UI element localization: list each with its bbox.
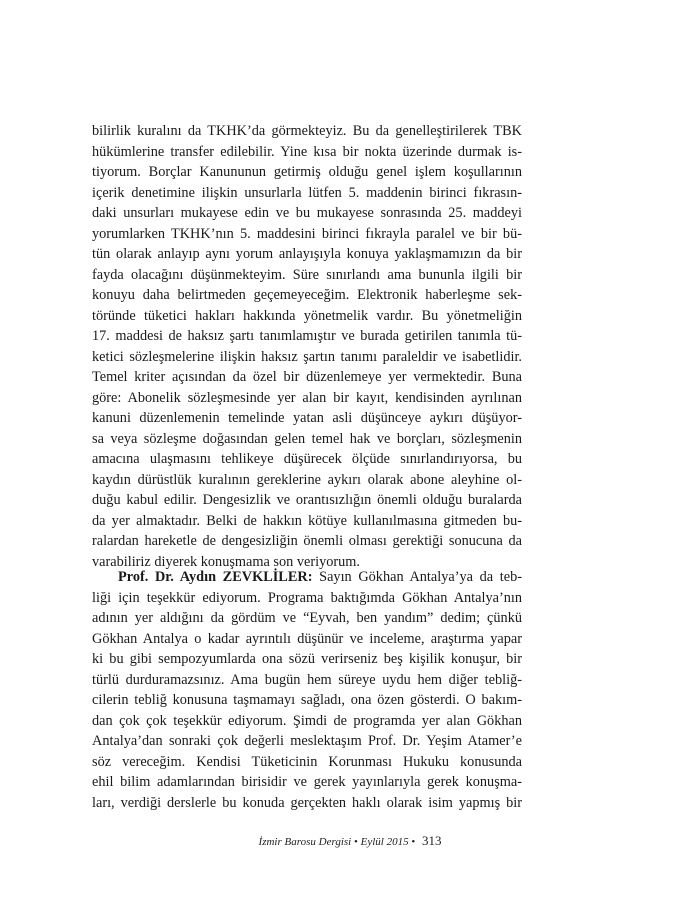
text-line: Gökhan Antalya o kadar ayrıntılı düşünür ve inceleme, araştırma yapar (92, 630, 522, 647)
text-line: amacına ulaşmasını tehlikeye düşürecek ölçüde sınırlandırıyorsa, bu (92, 451, 522, 467)
text-line: konuyu daha belirtmeden geçemeyeceğim. Elektronik haberleşme sek- (92, 287, 522, 303)
text-line: ketici sözleşmelerine ilişkin haksız şartın tanımı paraleldir ve isabetlidir. (92, 348, 522, 365)
text-line: içerik denetimine ilişkin unsurlarla lütfen 5. maddenin birinci fıkrasın- (92, 184, 522, 201)
speaker-line-text: Sayın Gökhan Antalya’ya da teb- (312, 569, 522, 585)
text-line: kaydın dürüstlük kuralının gereklerine aykırı olarak abone aleyhine ol- (92, 471, 522, 488)
text-line: daki unsurları mukayese edin ve bu mukayese sonrasında 25. maddeyi (92, 205, 522, 221)
text-line: adının yer aldığını da gördüm ve “Eyvah, ben yandım” dedim; çünkü (92, 610, 522, 626)
journal-name: İzmir Barosu Dergisi (258, 836, 352, 848)
speaker-name: Prof. Dr. Aydın ZEVKLİLER: (118, 569, 313, 585)
paragraph-1 (92, 121, 522, 572)
text-line: varabiliriz diyerek konuşmama son veriyorum. (92, 553, 360, 570)
text-line: Antalya’dan sonraki çok değerli meslektaşım Prof. Dr. Yeşim Atamer’e (92, 733, 522, 749)
text-line: liği için teşekkür ediyorum. Programa baktığımda Gökhan Antalya’nın (92, 589, 522, 606)
text-line: Temel kriter açısından da özel bir düzenlemeye yer vermektedir. Buna (92, 369, 522, 385)
text-line: tiyorum. Borçlar Kanununun getirmiş olduğu genel işlem koşullarının (92, 164, 522, 180)
text-line: ehil bilim adamlarından birisidir ve gerek yayınlarıyla gerek konuşma- (92, 774, 522, 790)
text-line: ları, verdiği derslerle bu konuda gerçekten haklı olarak isim yapmış bir (92, 794, 522, 811)
text-line: 17. maddesi de haksız şartı tanımlamıştır ve burada getirilen tanımla tü- (92, 328, 522, 344)
text-line: söz vereceğim. Kendisi Tüketicinin Korunması Hukuku konusunda (92, 753, 522, 770)
text-line: fayda olacağını düşünmekteyim. Süre sınırlandı ama bununla ilgili bir (92, 266, 522, 283)
text-line: ralardan hareketle de dengesizliğin önemli olması gerektiği sonucuna da (92, 533, 522, 549)
speaker-line (92, 567, 522, 588)
page-footer (0, 833, 700, 849)
text-line: cilerin tebliğ konusuna taşmamayı sağladı, ona özen gösterdi. O bakım- (92, 692, 522, 708)
text-line: göre: Abonelik sözleşmesinde yer alan bir kayıt, kendisinden ayrılınan (92, 389, 522, 406)
text-line: bilirlik kuralını da TKHK’da görmekteyiz. Bu da genelleştirilerek TBK (92, 123, 522, 139)
footer-separator: • (411, 836, 416, 848)
text-line: dan çok çok teşekkür ediyorum. Şimdi de programda yer alan Gökhan (92, 712, 522, 729)
text-line: tün olarak anlayıp aynı yorum anlayışıyla konuya yaklaşmamızın da bir (92, 246, 522, 262)
paragraph-2 (92, 567, 522, 813)
text-line: kanuni düzenlemenin temelinde yatan asli düşünceye aykırı düşüyor- (92, 410, 522, 426)
footer-separator: • (354, 836, 358, 848)
text-line: sa veya sözleşme doğasından gelen temel hak ve borçları, sözleşmenin (92, 430, 522, 447)
journal-issue: Eylül 2015 (360, 836, 409, 848)
text-line: yorumlarken TKHK’nın 5. maddesini birinci fıkrayla paralel ve bir bü- (92, 225, 522, 242)
text-line: töründe tüketici hakları hakkında yönetmelik vardır. Bu yönetmeliğin (92, 307, 522, 324)
text-line: duğu kabul edilir. Dengesizlik ve orantısızlığın önemli olduğu buralarda (92, 492, 522, 508)
text-line: ki bu gibi sempozyumlarda ona sözü verirseniz beş kişilik konuşur, bir (92, 651, 522, 667)
page-number: 313 (421, 833, 442, 848)
text-line: hükümlerine transfer edilebilir. Yine kısa bir nokta üzerinde durmak is- (92, 143, 522, 160)
text-line: türlü durduramazsınız. Ama bugün hem süreye uydu hem diğer tebliğ- (92, 671, 522, 688)
text-line: da yer almaktadır. Belki de hakkın kötüye kullanılmasına gitmeden bu- (92, 512, 522, 529)
